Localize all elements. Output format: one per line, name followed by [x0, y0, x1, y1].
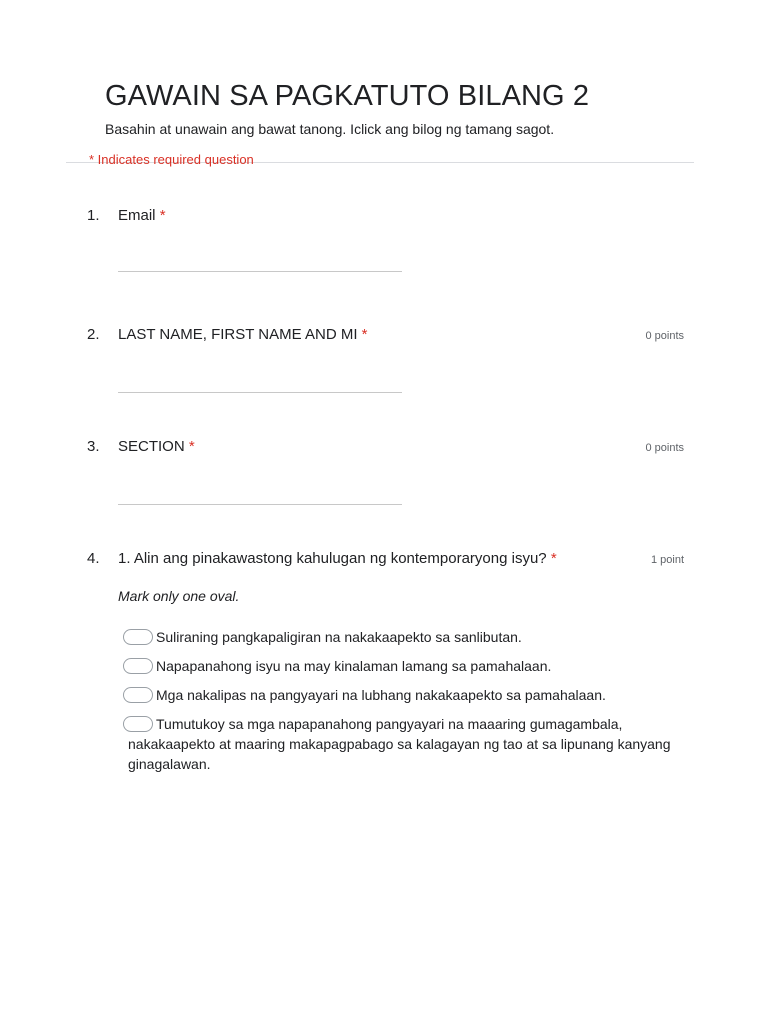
- question-2-number: 2.: [87, 326, 100, 343]
- question-4-label-text: 1. Alin ang pinakawastong kahulugan ng kontemporaryong isyu?: [118, 550, 547, 567]
- question-1-number: 1.: [87, 207, 100, 224]
- option-3-label: Mga nakalipas na pangyayari na lubhang nakakaapekto sa pamahalaan.: [156, 687, 606, 703]
- question-4-label: [118, 550, 557, 567]
- question-4-option-2[interactable]: [123, 656, 668, 676]
- question-2-label: [118, 326, 368, 343]
- question-3-label: [118, 438, 195, 455]
- email-field[interactable]: [118, 249, 402, 272]
- option-1-label: Suliraning pangkapaligiran na nakakaapekto sa sanlibutan.: [156, 629, 522, 645]
- section-field[interactable]: [118, 482, 402, 505]
- question-3-label-text: SECTION: [118, 438, 185, 455]
- question-2-label-text: LAST NAME, FIRST NAME AND MI: [118, 326, 358, 343]
- question-4-option-4[interactable]: [123, 714, 673, 774]
- radio-oval[interactable]: [123, 716, 153, 732]
- question-3-required-mark: *: [188, 438, 195, 455]
- question-4-number: 4.: [87, 550, 100, 567]
- question-3-number: 3.: [87, 438, 100, 455]
- required-question-note: * Indicates required question: [89, 152, 254, 167]
- question-2-required-mark: *: [361, 326, 368, 343]
- question-4-required-mark: *: [550, 550, 557, 567]
- question-4-option-1[interactable]: [123, 627, 668, 647]
- option-2-label: Napapanahong isyu na may kinalaman lamang sa pamahalaan.: [156, 658, 552, 674]
- question-3-points: 0 points: [645, 442, 684, 454]
- radio-oval[interactable]: [123, 658, 153, 674]
- question-2-points: 0 points: [645, 330, 684, 342]
- radio-oval[interactable]: [123, 687, 153, 703]
- question-4-option-3[interactable]: [123, 685, 668, 705]
- form-description: Basahin at unawain ang bawat tanong. Iclick ang bilog ng tamang sagot.: [105, 121, 555, 137]
- question-1-required-mark: *: [159, 207, 166, 224]
- form-title: GAWAIN SA PAGKATUTO BILANG 2: [105, 80, 590, 112]
- option-4-label: Tumutukoy sa mga napapanahong pangyayari na maaaring gumagambala, nakakaapekto at maaring makapagpabago sa kalagayan ng tao at sa lipunang kanyang ginagalawan.: [128, 716, 671, 772]
- name-field[interactable]: [118, 370, 402, 393]
- question-1-label: [118, 207, 166, 224]
- radio-oval[interactable]: [123, 629, 153, 645]
- question-4-hint: Mark only one oval.: [118, 588, 240, 604]
- question-4-points: 1 point: [650, 554, 684, 566]
- question-1-label-text: Email: [118, 207, 156, 224]
